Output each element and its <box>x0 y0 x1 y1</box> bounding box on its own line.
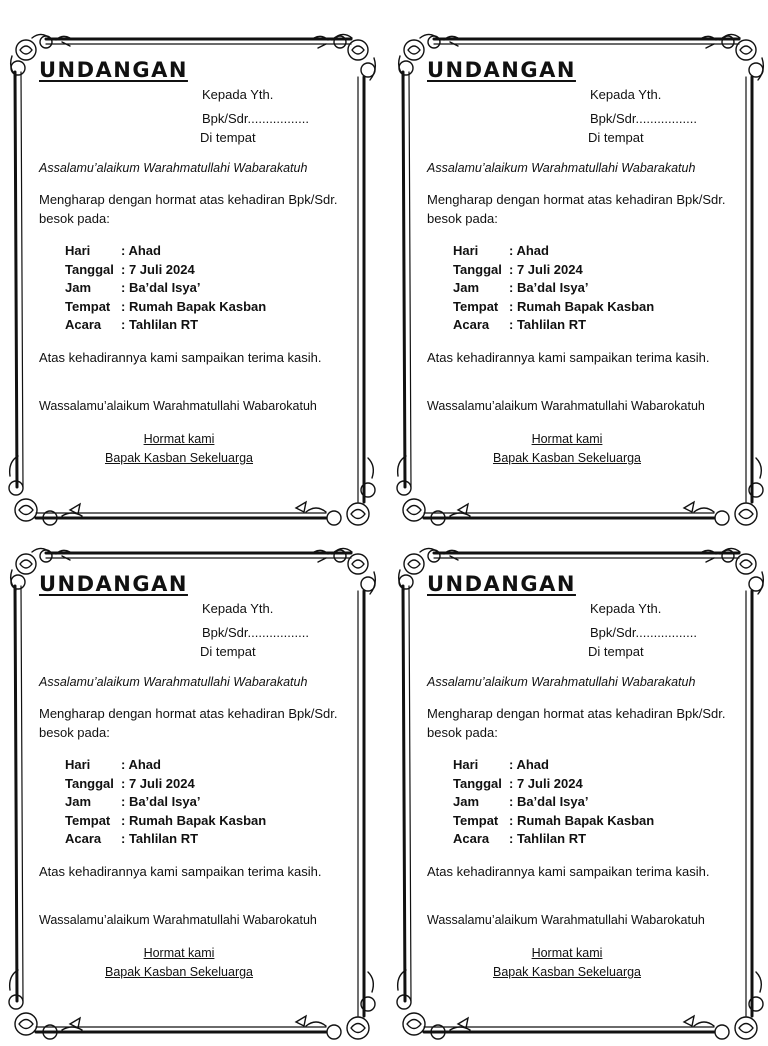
recipient-salutation: Kepada Yth. <box>590 601 662 616</box>
recipient-name-line: Bpk/Sdr................. <box>590 625 697 640</box>
intro-paragraph: Mengharap dengan hormat atas kehadiran Bpk/Sdr. besok pada: <box>427 706 726 740</box>
event-details <box>65 756 266 849</box>
detail-label: Tanggal <box>453 261 502 277</box>
invitation-title: UNDANGAN <box>39 58 188 82</box>
recipient-salutation: Kepada Yth. <box>202 87 274 102</box>
invitation-card <box>394 546 768 1046</box>
recipient-salutation: Kepada Yth. <box>202 601 274 616</box>
detail-label: Tempat <box>453 812 499 828</box>
detail-row-jam <box>453 793 654 812</box>
detail-label: Tanggal <box>453 775 502 791</box>
detail-value: : Ahad <box>509 243 549 258</box>
event-details <box>453 756 654 849</box>
detail-row-hari <box>453 242 654 261</box>
detail-label: Tanggal <box>65 775 114 791</box>
recipient-name-line: Bpk/Sdr................. <box>202 111 309 126</box>
detail-value: : Ba’dal Isya’ <box>121 794 201 809</box>
detail-row-tempat <box>453 298 654 317</box>
recipient-place: Di tempat <box>588 130 644 145</box>
intro-paragraph: Mengharap dengan hormat atas kehadiran Bpk/Sdr. besok pada: <box>39 192 338 226</box>
event-details <box>453 242 654 335</box>
thanks-paragraph: Atas kehadirannya kami sampaikan terima kasih. <box>427 350 710 365</box>
detail-row-jam <box>65 793 266 812</box>
detail-label: Acara <box>65 831 102 846</box>
detail-value: : Ba’dal Isya’ <box>509 794 589 809</box>
detail-row-acara <box>453 830 654 849</box>
detail-value: : Tahlilan RT <box>121 317 199 332</box>
detail-label: Acara <box>453 317 490 332</box>
recipient-salutation: Kepada Yth. <box>590 87 662 102</box>
detail-label: Tempat <box>65 812 111 828</box>
detail-label: Tanggal <box>65 261 114 277</box>
detail-label: Tempat <box>453 298 499 314</box>
detail-value: : 7 Juli 2024 <box>121 261 195 277</box>
invitation-title: UNDANGAN <box>427 58 576 82</box>
detail-label: Hari <box>453 757 479 772</box>
detail-row-acara <box>65 316 266 335</box>
recipient-place: Di tempat <box>588 644 644 659</box>
detail-value: : 7 Juli 2024 <box>509 261 583 277</box>
recipient-place: Di tempat <box>200 130 256 145</box>
detail-label: Jam <box>65 794 92 809</box>
detail-row-tempat <box>65 298 266 317</box>
signature-line-1: Hormat kami <box>143 432 215 446</box>
detail-row-hari <box>65 242 266 261</box>
detail-value: : 7 Juli 2024 <box>509 775 583 791</box>
signature-line-1: Hormat kami <box>531 946 603 960</box>
recipient-name-line: Bpk/Sdr................. <box>590 111 697 126</box>
opening-greeting: Assalamu’alaikum Warahmatullahi Wabarakatuh <box>39 675 308 689</box>
invitation-card <box>6 546 382 1046</box>
detail-label: Jam <box>453 280 480 295</box>
detail-value: : Ahad <box>121 757 161 772</box>
recipient-place: Di tempat <box>200 644 256 659</box>
detail-value: : Rumah Bapak Kasban <box>509 298 655 314</box>
recipient-name-line: Bpk/Sdr................. <box>202 625 309 640</box>
detail-value: : Ahad <box>121 243 161 258</box>
thanks-paragraph: Atas kehadirannya kami sampaikan terima kasih. <box>427 864 710 879</box>
detail-row-jam <box>453 279 654 298</box>
detail-value: : Tahlilan RT <box>509 317 587 332</box>
detail-row-acara <box>65 830 266 849</box>
detail-value: : Ba’dal Isya’ <box>121 280 201 295</box>
detail-row-jam <box>65 279 266 298</box>
intro-paragraph: Mengharap dengan hormat atas kehadiran Bpk/Sdr. besok pada: <box>39 706 338 740</box>
intro-paragraph: Mengharap dengan hormat atas kehadiran Bpk/Sdr. besok pada: <box>427 192 726 226</box>
detail-value: : Rumah Bapak Kasban <box>509 812 655 828</box>
detail-row-tanggal <box>453 775 654 794</box>
opening-greeting: Assalamu’alaikum Warahmatullahi Wabarakatuh <box>427 161 696 175</box>
closing-greeting: Wassalamu’alaikum Warahmatullahi Wabarokatuh <box>39 399 317 413</box>
detail-row-acara <box>453 316 654 335</box>
invitation-card <box>394 32 768 532</box>
detail-value: : Rumah Bapak Kasban <box>121 298 267 314</box>
thanks-paragraph: Atas kehadirannya kami sampaikan terima kasih. <box>39 350 322 365</box>
detail-row-tanggal <box>453 261 654 280</box>
closing-greeting: Wassalamu’alaikum Warahmatullahi Wabarokatuh <box>427 399 705 413</box>
invitation-title: UNDANGAN <box>427 572 576 596</box>
detail-label: Acara <box>65 317 102 332</box>
detail-value: : Ahad <box>509 757 549 772</box>
detail-label: Jam <box>65 280 92 295</box>
closing-greeting: Wassalamu’alaikum Warahmatullahi Wabarokatuh <box>39 913 317 927</box>
detail-row-tempat <box>65 812 266 831</box>
detail-label: Tempat <box>65 298 111 314</box>
detail-label: Hari <box>65 243 91 258</box>
detail-row-hari <box>453 756 654 775</box>
detail-value: : Rumah Bapak Kasban <box>121 812 267 828</box>
signature-line-1: Hormat kami <box>531 432 603 446</box>
detail-row-tempat <box>453 812 654 831</box>
detail-value: : Ba’dal Isya’ <box>509 280 589 295</box>
signature-line-2: Bapak Kasban Sekeluarga <box>104 451 254 465</box>
signature-line-2: Bapak Kasban Sekeluarga <box>104 965 254 979</box>
detail-value: : Tahlilan RT <box>121 831 199 846</box>
event-details <box>65 242 266 335</box>
detail-row-tanggal <box>65 261 266 280</box>
signature-line-2: Bapak Kasban Sekeluarga <box>492 451 642 465</box>
invitation-card <box>6 32 382 532</box>
detail-row-hari <box>65 756 266 775</box>
detail-label: Jam <box>453 794 480 809</box>
detail-label: Acara <box>453 831 490 846</box>
closing-greeting: Wassalamu’alaikum Warahmatullahi Wabarokatuh <box>427 913 705 927</box>
signature-line-2: Bapak Kasban Sekeluarga <box>492 965 642 979</box>
detail-label: Hari <box>65 757 91 772</box>
thanks-paragraph: Atas kehadirannya kami sampaikan terima kasih. <box>39 864 322 879</box>
signature-line-1: Hormat kami <box>143 946 215 960</box>
invitation-title: UNDANGAN <box>39 572 188 596</box>
opening-greeting: Assalamu’alaikum Warahmatullahi Wabarakatuh <box>427 675 696 689</box>
detail-label: Hari <box>453 243 479 258</box>
detail-value: : 7 Juli 2024 <box>121 775 195 791</box>
detail-value: : Tahlilan RT <box>509 831 587 846</box>
opening-greeting: Assalamu’alaikum Warahmatullahi Wabarakatuh <box>39 161 308 175</box>
detail-row-tanggal <box>65 775 266 794</box>
